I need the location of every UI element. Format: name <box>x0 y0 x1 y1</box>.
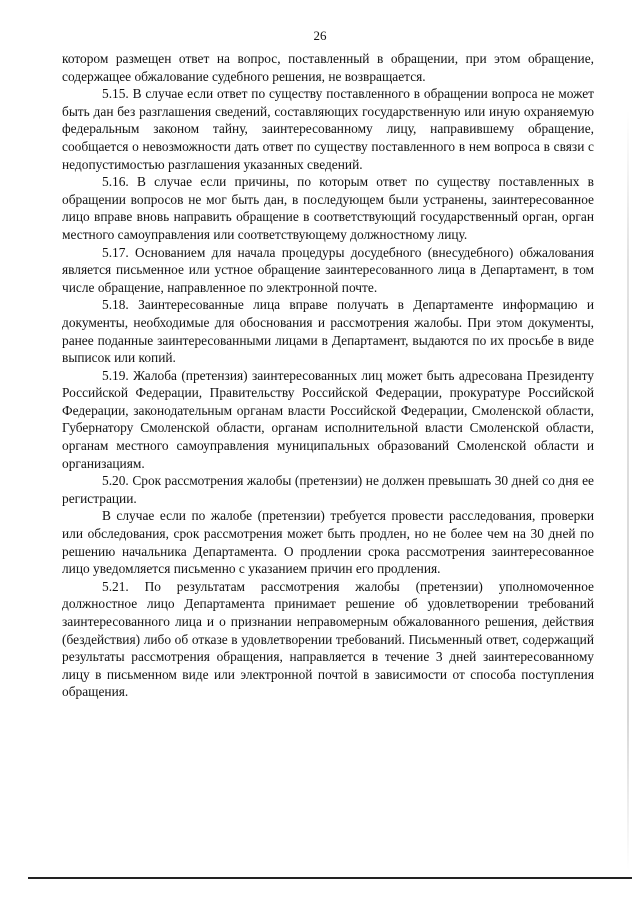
paragraph-5-21: 5.21. По результатам рассмотрения жалобы (претензии) уполномоченное должностное лицо Департамента принимает решение об удовлетворении требований заинтересованного лица и о признании неправомерным обжалованного решения, действия (бездействия) либо об отказе в удовлетворении требований. Письменный ответ, содержащий результаты рассмотрения обращения, направляется в течение 3 дней заинтересованному лицу в письменном виде или электронной почтой в зависимости от способа поступления обращения. <box>62 578 594 700</box>
paragraph-5-20: 5.20. Срок рассмотрения жалобы (претензии) не должен превышать 30 дней со дня ее регистрации. <box>62 473 594 506</box>
scan-edge-shadow <box>627 110 629 870</box>
paragraph-5-18: 5.18. Заинтересованные лица вправе получать в Департаменте информацию и документы, необходимые для обоснования и рассмотрения жалобы. При этом документы, ранее поданные заинтересованными лицами в Департамент, выдаются по их просьбе в виде выписок или копий. <box>62 297 594 366</box>
paragraph-5-19: 5.19. Жалоба (претензия) заинтересованных лиц может быть адресована Президенту Российской Федерации, Правительству Российской Федерации, прокуратуре Российской Федерации, законодательным органам власти Российской Федерации, Смоленской области, Губернатору Смоленской области, органам исполнительной власти Смоленской области, органам местного самоуправления муниципальных образований Смоленской области и организациям. <box>62 367 594 471</box>
paragraph-5-15: 5.15. В случае если ответ по существу поставленного в обращении вопроса не может быть дан без разглашения сведений, составляющих государственную или иную охраняемую федеральным законом тайну, заинтересованному лицу, направившему обращение, сообщается о невозможности дать ответ по существу поставленного в нем вопроса в связи с недопустимостью разглашения указанных сведений. <box>62 86 594 172</box>
footer-rule <box>28 877 632 879</box>
page-number: 26 <box>313 28 327 43</box>
paragraph-5-20-extension: В случае если по жалобе (претензии) требуется провести расследования, проверки или обследования, срок рассмотрения может быть продлен, но не более чем на 30 дней по решению начальника Департамента. О продлении срока рассмотрения заинтересованное лицо уведомляется письменно с указанием причин его продления. <box>62 508 594 577</box>
paragraph-5-17: 5.17. Основанием для начала процедуры досудебного (внесудебного) обжалования является письменное или устное обращение заинтересованного лица в Департамент, в том числе обращение, направленное по электронной почте. <box>62 244 594 295</box>
paragraph-continuation: котором размещен ответ на вопрос, поставленный в обращении, при этом обращение, содержащее обжалование судебного решения, не возвращается. <box>62 51 594 84</box>
document-body <box>62 50 594 701</box>
paragraph-5-16: 5.16. В случае если причины, по которым ответ по существу поставленных в обращении вопросов не мог быть дан, в последующем были устранены, заинтересованное лицо вправе вновь направить обращение в соответствующий государственный орган, орган местного самоуправления или соответствующему должностному лицу. <box>62 174 594 242</box>
